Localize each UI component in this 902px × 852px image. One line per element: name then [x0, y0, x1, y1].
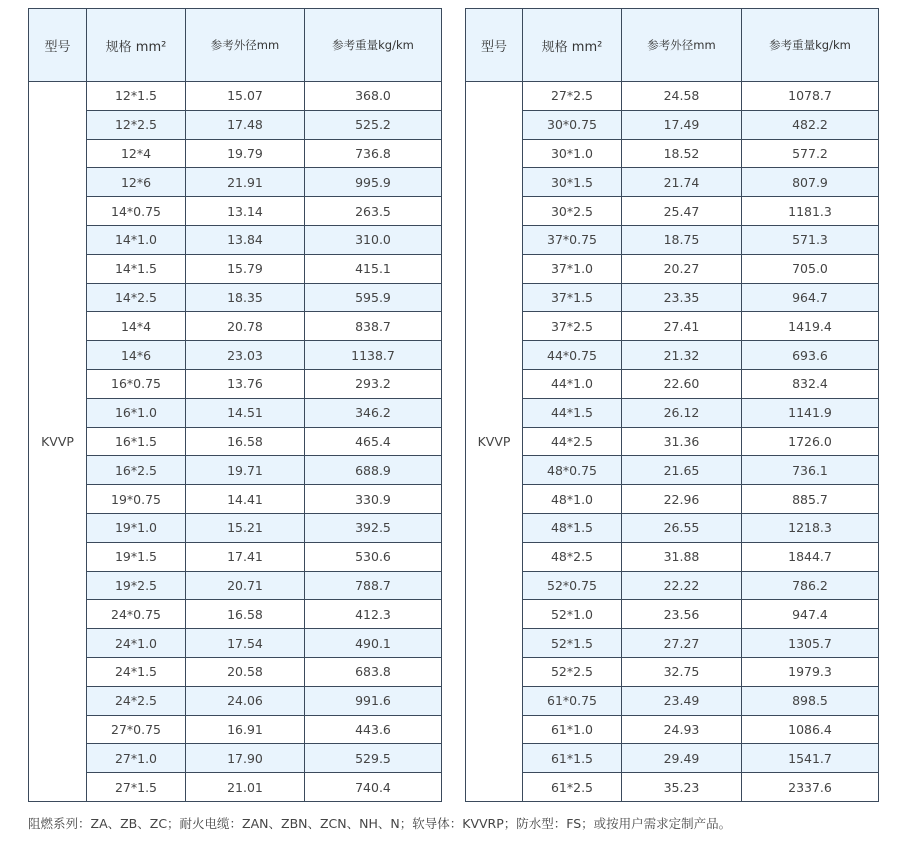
spec-cell: 14*0.75	[87, 197, 186, 226]
spec-cell: 16*2.5	[87, 456, 186, 485]
weight-cell: 263.5	[305, 197, 442, 226]
weight-cell: 683.8	[305, 657, 442, 686]
table-row	[29, 600, 442, 629]
spec-cell: 30*0.75	[523, 110, 622, 139]
diameter-cell: 20.71	[186, 571, 305, 600]
table-row	[466, 341, 879, 370]
model-cell: KVVP	[466, 82, 523, 802]
diameter-cell: 19.79	[186, 139, 305, 168]
spec-cell: 24*0.75	[87, 600, 186, 629]
weight-cell: 1844.7	[742, 542, 879, 571]
spec-cell: 44*2.5	[523, 427, 622, 456]
table-row	[466, 715, 879, 744]
weight-cell: 490.1	[305, 629, 442, 658]
weight-cell: 577.2	[742, 139, 879, 168]
header-model: 型号	[29, 9, 87, 82]
diameter-cell: 22.96	[622, 485, 742, 514]
diameter-cell: 14.51	[186, 398, 305, 427]
weight-cell: 1541.7	[742, 744, 879, 773]
spec-cell: 37*2.5	[523, 312, 622, 341]
spec-cell: 37*1.5	[523, 283, 622, 312]
weight-cell: 1181.3	[742, 197, 879, 226]
spec-cell: 37*1.0	[523, 254, 622, 283]
diameter-cell: 18.52	[622, 139, 742, 168]
diameter-cell: 22.60	[622, 369, 742, 398]
weight-cell: 838.7	[305, 312, 442, 341]
weight-cell: 1218.3	[742, 513, 879, 542]
table-row	[29, 369, 442, 398]
diameter-cell: 27.41	[622, 312, 742, 341]
weight-cell: 740.4	[305, 773, 442, 802]
diameter-cell: 23.49	[622, 686, 742, 715]
table-row	[466, 542, 879, 571]
table-row	[466, 139, 879, 168]
table-row	[466, 686, 879, 715]
spec-cell: 12*2.5	[87, 110, 186, 139]
header-spec: 规格 mm²	[87, 9, 186, 82]
diameter-cell: 20.58	[186, 657, 305, 686]
weight-cell: 786.2	[742, 571, 879, 600]
table-row	[29, 629, 442, 658]
table-row	[29, 657, 442, 686]
weight-cell: 693.6	[742, 341, 879, 370]
table-row	[29, 82, 442, 111]
weight-cell: 443.6	[305, 715, 442, 744]
spec-cell: 48*1.5	[523, 513, 622, 542]
weight-cell: 885.7	[742, 485, 879, 514]
spec-cell: 19*1.5	[87, 542, 186, 571]
table-row	[29, 139, 442, 168]
diameter-cell: 15.21	[186, 513, 305, 542]
spec-cell: 19*1.0	[87, 513, 186, 542]
spec-cell: 61*2.5	[523, 773, 622, 802]
weight-cell: 964.7	[742, 283, 879, 312]
table-row	[29, 283, 442, 312]
weight-cell: 1141.9	[742, 398, 879, 427]
diameter-cell: 20.78	[186, 312, 305, 341]
diameter-cell: 16.91	[186, 715, 305, 744]
header-weight: 参考重量kg/km	[305, 9, 442, 82]
table-row	[466, 456, 879, 485]
diameter-cell: 14.41	[186, 485, 305, 514]
table-row	[466, 197, 879, 226]
table-row	[29, 744, 442, 773]
weight-cell: 2337.6	[742, 773, 879, 802]
weight-cell: 293.2	[305, 369, 442, 398]
weight-cell: 415.1	[305, 254, 442, 283]
weight-cell: 788.7	[305, 571, 442, 600]
header-diameter: 参考外径mm	[186, 9, 305, 82]
model-cell: KVVP	[29, 82, 87, 802]
diameter-cell: 15.07	[186, 82, 305, 111]
spec-cell: 30*1.5	[523, 168, 622, 197]
table-row	[466, 513, 879, 542]
spec-cell: 27*1.5	[87, 773, 186, 802]
spec-cell: 52*1.0	[523, 600, 622, 629]
diameter-cell: 17.90	[186, 744, 305, 773]
diameter-cell: 26.12	[622, 398, 742, 427]
weight-cell: 529.5	[305, 744, 442, 773]
spec-cell: 27*2.5	[523, 82, 622, 111]
weight-cell: 898.5	[742, 686, 879, 715]
table-row	[466, 312, 879, 341]
diameter-cell: 26.55	[622, 513, 742, 542]
table-row	[29, 197, 442, 226]
spec-cell: 30*1.0	[523, 139, 622, 168]
diameter-cell: 31.88	[622, 542, 742, 571]
diameter-cell: 21.01	[186, 773, 305, 802]
diameter-cell: 13.14	[186, 197, 305, 226]
diameter-cell: 21.91	[186, 168, 305, 197]
diameter-cell: 21.74	[622, 168, 742, 197]
diameter-cell: 21.65	[622, 456, 742, 485]
diameter-cell: 31.36	[622, 427, 742, 456]
table-row	[466, 571, 879, 600]
table-row	[29, 715, 442, 744]
spec-cell: 52*0.75	[523, 571, 622, 600]
spec-cell: 61*1.0	[523, 715, 622, 744]
weight-cell: 991.6	[305, 686, 442, 715]
spec-cell: 14*1.0	[87, 225, 186, 254]
diameter-cell: 23.35	[622, 283, 742, 312]
weight-cell: 1086.4	[742, 715, 879, 744]
spec-cell: 24*1.0	[87, 629, 186, 658]
diameter-cell: 24.58	[622, 82, 742, 111]
spec-cell: 24*1.5	[87, 657, 186, 686]
diameter-cell: 13.84	[186, 225, 305, 254]
diameter-cell: 21.32	[622, 341, 742, 370]
table-row	[29, 427, 442, 456]
spec-cell: 61*1.5	[523, 744, 622, 773]
diameter-cell: 25.47	[622, 197, 742, 226]
spec-cell: 16*0.75	[87, 369, 186, 398]
table-row	[466, 110, 879, 139]
weight-cell: 947.4	[742, 600, 879, 629]
diameter-cell: 18.35	[186, 283, 305, 312]
spec-cell: 12*6	[87, 168, 186, 197]
weight-cell: 392.5	[305, 513, 442, 542]
spec-cell: 24*2.5	[87, 686, 186, 715]
diameter-cell: 32.75	[622, 657, 742, 686]
table-row	[466, 283, 879, 312]
table-row	[466, 369, 879, 398]
table-row	[466, 168, 879, 197]
table-row	[466, 485, 879, 514]
weight-cell: 832.4	[742, 369, 879, 398]
table-row	[29, 571, 442, 600]
weight-cell: 807.9	[742, 168, 879, 197]
diameter-cell: 23.03	[186, 341, 305, 370]
spec-cell: 14*2.5	[87, 283, 186, 312]
weight-cell: 330.9	[305, 485, 442, 514]
diameter-cell: 15.79	[186, 254, 305, 283]
table-row	[29, 254, 442, 283]
table-row	[29, 225, 442, 254]
table-row	[466, 225, 879, 254]
table-row	[466, 600, 879, 629]
table-row	[466, 398, 879, 427]
table-row	[29, 686, 442, 715]
header-row	[29, 9, 442, 82]
spec-cell: 12*1.5	[87, 82, 186, 111]
spec-cell: 48*2.5	[523, 542, 622, 571]
diameter-cell: 17.41	[186, 542, 305, 571]
spec-cell: 30*2.5	[523, 197, 622, 226]
spec-cell: 14*4	[87, 312, 186, 341]
weight-cell: 525.2	[305, 110, 442, 139]
footer-note: 阻燃系列：ZA、ZB、ZC；耐火电缆：ZAN、ZBN、ZCN、NH、N；软导体：KVVRP；防水型：FS；或按用户需求定制产品。	[28, 816, 732, 831]
weight-cell: 310.0	[305, 225, 442, 254]
diameter-cell: 27.27	[622, 629, 742, 658]
weight-cell: 346.2	[305, 398, 442, 427]
table-row	[29, 168, 442, 197]
diameter-cell: 20.27	[622, 254, 742, 283]
table-row	[29, 513, 442, 542]
table-row	[466, 773, 879, 802]
spec-cell: 14*6	[87, 341, 186, 370]
spec-cell: 48*1.0	[523, 485, 622, 514]
diameter-cell: 17.49	[622, 110, 742, 139]
weight-cell: 1726.0	[742, 427, 879, 456]
weight-cell: 705.0	[742, 254, 879, 283]
diameter-cell: 24.93	[622, 715, 742, 744]
table-row	[466, 657, 879, 686]
weight-cell: 465.4	[305, 427, 442, 456]
spec-table-right	[465, 8, 879, 802]
spec-cell: 19*2.5	[87, 571, 186, 600]
spec-cell: 37*0.75	[523, 225, 622, 254]
spec-cell: 44*1.0	[523, 369, 622, 398]
weight-cell: 482.2	[742, 110, 879, 139]
header-model: 型号	[466, 9, 523, 82]
diameter-cell: 24.06	[186, 686, 305, 715]
table-row	[29, 341, 442, 370]
table-row	[29, 485, 442, 514]
diameter-cell: 23.56	[622, 600, 742, 629]
spec-cell: 16*1.0	[87, 398, 186, 427]
header-row	[466, 9, 879, 82]
header-weight: 参考重量kg/km	[742, 9, 879, 82]
spec-cell: 48*0.75	[523, 456, 622, 485]
diameter-cell: 16.58	[186, 427, 305, 456]
weight-cell: 571.3	[742, 225, 879, 254]
weight-cell: 1078.7	[742, 82, 879, 111]
spec-table-left	[28, 8, 442, 802]
diameter-cell: 18.75	[622, 225, 742, 254]
weight-cell: 736.8	[305, 139, 442, 168]
spec-cell: 16*1.5	[87, 427, 186, 456]
table-row	[29, 542, 442, 571]
table-row	[29, 312, 442, 341]
spec-cell: 44*0.75	[523, 341, 622, 370]
diameter-cell: 16.58	[186, 600, 305, 629]
diameter-cell: 35.23	[622, 773, 742, 802]
weight-cell: 1419.4	[742, 312, 879, 341]
header-spec: 规格 mm²	[523, 9, 622, 82]
weight-cell: 736.1	[742, 456, 879, 485]
table-row	[29, 398, 442, 427]
spec-cell: 44*1.5	[523, 398, 622, 427]
table-row	[466, 82, 879, 111]
diameter-cell: 17.54	[186, 629, 305, 658]
weight-cell: 1138.7	[305, 341, 442, 370]
table-row	[466, 254, 879, 283]
weight-cell: 595.9	[305, 283, 442, 312]
diameter-cell: 22.22	[622, 571, 742, 600]
diameter-cell: 29.49	[622, 744, 742, 773]
spec-cell: 27*0.75	[87, 715, 186, 744]
diameter-cell: 13.76	[186, 369, 305, 398]
header-diameter: 参考外径mm	[622, 9, 742, 82]
table-row	[466, 629, 879, 658]
table-row	[29, 110, 442, 139]
diameter-cell: 19.71	[186, 456, 305, 485]
table-row	[29, 773, 442, 802]
spec-cell: 61*0.75	[523, 686, 622, 715]
spec-cell: 14*1.5	[87, 254, 186, 283]
weight-cell: 688.9	[305, 456, 442, 485]
spec-cell: 52*1.5	[523, 629, 622, 658]
weight-cell: 995.9	[305, 168, 442, 197]
table-row	[466, 427, 879, 456]
weight-cell: 412.3	[305, 600, 442, 629]
spec-cell: 19*0.75	[87, 485, 186, 514]
weight-cell: 368.0	[305, 82, 442, 111]
spec-cell: 27*1.0	[87, 744, 186, 773]
weight-cell: 1305.7	[742, 629, 879, 658]
diameter-cell: 17.48	[186, 110, 305, 139]
table-row	[29, 456, 442, 485]
weight-cell: 530.6	[305, 542, 442, 571]
spec-cell: 52*2.5	[523, 657, 622, 686]
table-row	[466, 744, 879, 773]
weight-cell: 1979.3	[742, 657, 879, 686]
spec-cell: 12*4	[87, 139, 186, 168]
